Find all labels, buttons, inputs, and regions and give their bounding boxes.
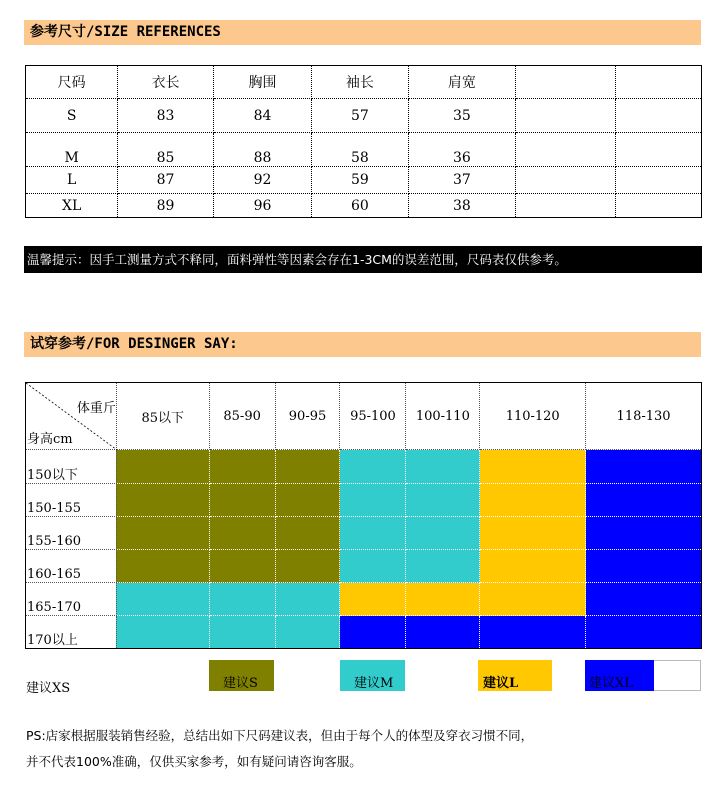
fit-cell-m — [340, 550, 406, 583]
size-cell: 36 — [408, 133, 516, 167]
legend-l-swatch — [478, 660, 552, 691]
fit-cell-m — [116, 616, 209, 649]
size-row — [26, 133, 702, 167]
fit-cell-m — [275, 616, 340, 649]
fit-cell-l — [480, 517, 586, 550]
size-cell — [615, 167, 701, 194]
header-cell: 尺码 — [26, 66, 118, 99]
size-cell: M — [26, 133, 118, 167]
fit-cell-s — [275, 517, 340, 550]
fit-cell-l — [340, 583, 406, 616]
size-row — [26, 99, 702, 133]
fit-cell-xl — [586, 517, 702, 550]
size-cell — [516, 133, 615, 167]
height-row — [26, 550, 702, 583]
fit-cell-m — [116, 583, 209, 616]
height-row — [26, 583, 702, 616]
size-cell: 57 — [312, 99, 408, 133]
size-cell: S — [26, 99, 118, 133]
size-cell — [516, 167, 615, 194]
weight-header: 118-130 — [586, 383, 702, 450]
size-cell: 96 — [213, 194, 311, 218]
fit-cell-m — [275, 583, 340, 616]
header-cell: 肩宽 — [408, 66, 516, 99]
size-cell: 59 — [312, 167, 408, 194]
fit-cell-xl — [406, 616, 480, 649]
fit-cell-xl — [586, 583, 702, 616]
fit-cell-m — [340, 517, 406, 550]
size-cell: 88 — [213, 133, 311, 167]
swatch-xl-blank — [654, 660, 701, 691]
header-cell — [615, 66, 701, 99]
height-row — [26, 517, 702, 550]
weight-header: 90-95 — [275, 383, 340, 450]
header-cell: 胸围 — [213, 66, 311, 99]
fit-cell-s — [209, 450, 275, 484]
weight-header: 85-90 — [209, 383, 275, 450]
height-label: 165-170 — [26, 583, 117, 616]
height-label: 160-165 — [26, 550, 117, 583]
height-label: 150-155 — [26, 484, 117, 517]
fit-cell-m — [406, 484, 480, 517]
size-cell: 92 — [213, 167, 311, 194]
size-cell: 60 — [312, 194, 408, 218]
fit-reference-title: 试穿参考/FOR DESINGER SAY: — [24, 332, 701, 357]
weight-header: 95-100 — [340, 383, 406, 450]
ps-line-2: 并不代表100%准确，仅供买家参考，如有疑问请咨询客服。 — [26, 754, 362, 769]
size-cell: 84 — [213, 99, 311, 133]
corner-cell — [26, 383, 117, 450]
fit-cell-s — [116, 517, 209, 550]
fit-cell-s — [275, 484, 340, 517]
fit-cell-m — [406, 550, 480, 583]
fit-cell-m — [340, 484, 406, 517]
fit-cell-m — [406, 517, 480, 550]
size-cell: 87 — [118, 167, 213, 194]
size-cell — [516, 99, 615, 133]
fit-cell-m — [209, 583, 275, 616]
size-cell: 85 — [118, 133, 213, 167]
height-row — [26, 616, 702, 649]
size-cell: L — [26, 167, 118, 194]
size-row — [26, 167, 702, 194]
fit-cell-m — [406, 450, 480, 484]
size-table-header-row — [26, 66, 702, 99]
size-cell: 89 — [118, 194, 213, 218]
weight-header-row — [26, 383, 702, 450]
fit-cell-l — [480, 450, 586, 484]
weight-header: 85以下 — [116, 383, 209, 450]
header-cell — [516, 66, 615, 99]
height-label: 150以下 — [26, 450, 117, 484]
size-cell — [615, 133, 701, 167]
legend-xs: 建议XS — [26, 681, 71, 696]
fit-body — [26, 450, 702, 649]
size-table — [25, 65, 702, 218]
fit-cell-l — [480, 583, 586, 616]
legend-s-swatch — [209, 660, 274, 691]
size-cell: 37 — [408, 167, 516, 194]
size-cell: 38 — [408, 194, 516, 218]
fit-cell-xl — [586, 450, 702, 484]
size-row — [26, 194, 702, 218]
height-label: 155-160 — [26, 517, 117, 550]
fit-cell-xl — [586, 484, 702, 517]
fit-cell-s — [116, 484, 209, 517]
fit-cell-s — [116, 450, 209, 484]
legend-s: 建议S — [223, 676, 258, 691]
fit-cell-l — [480, 484, 586, 517]
legend-m: 建议M — [354, 676, 394, 691]
fit-cell-s — [209, 550, 275, 583]
fit-cell-m — [340, 450, 406, 484]
header-cell: 袖长 — [312, 66, 408, 99]
size-cell — [615, 99, 701, 133]
height-row — [26, 450, 702, 484]
weight-header: 100-110 — [406, 383, 480, 450]
legend-l: 建议L — [483, 676, 519, 691]
fit-cell-s — [275, 450, 340, 484]
fit-cell-m — [209, 616, 275, 649]
size-cell: 35 — [408, 99, 516, 133]
header-cell: 衣长 — [118, 66, 213, 99]
legend-xl-swatch — [585, 660, 702, 691]
fit-cell-l — [406, 583, 480, 616]
size-cell: XL — [26, 194, 118, 218]
fit-cell-l — [480, 550, 586, 583]
size-references-title: 参考尺寸/SIZE REFERENCES — [24, 20, 701, 45]
size-cell: 58 — [312, 133, 408, 167]
size-cell — [516, 194, 615, 218]
height-label: 170以上 — [26, 616, 117, 649]
fit-cell-xl — [586, 550, 702, 583]
fit-cell-s — [209, 517, 275, 550]
legend-xl: 建议XL — [589, 676, 633, 691]
weight-header: 110-120 — [480, 383, 586, 450]
fit-cell-s — [116, 550, 209, 583]
notice-banner: 温馨提示：因手工测量方式不释同，面料弹性等因素会存在1-3CM的误差范围，尺码表仅供参考。 — [24, 246, 702, 273]
fit-cell-xl — [480, 616, 586, 649]
height-axis-label: 身高cm — [27, 432, 73, 447]
ps-line-1: PS:店家根据服装销售经验，总结出如下尺码建议表，但由于每个人的体型及穿衣习惯不同， — [26, 728, 534, 743]
fit-table — [25, 382, 702, 649]
height-row — [26, 484, 702, 517]
fit-cell-xl — [340, 616, 406, 649]
size-cell — [615, 194, 701, 218]
weight-axis-label: 体重斤 — [76, 401, 116, 416]
fit-cell-s — [275, 550, 340, 583]
fit-cell-xl — [586, 616, 702, 649]
size-cell: 83 — [118, 99, 213, 133]
legend-m-swatch — [340, 660, 405, 691]
fit-cell-s — [209, 484, 275, 517]
